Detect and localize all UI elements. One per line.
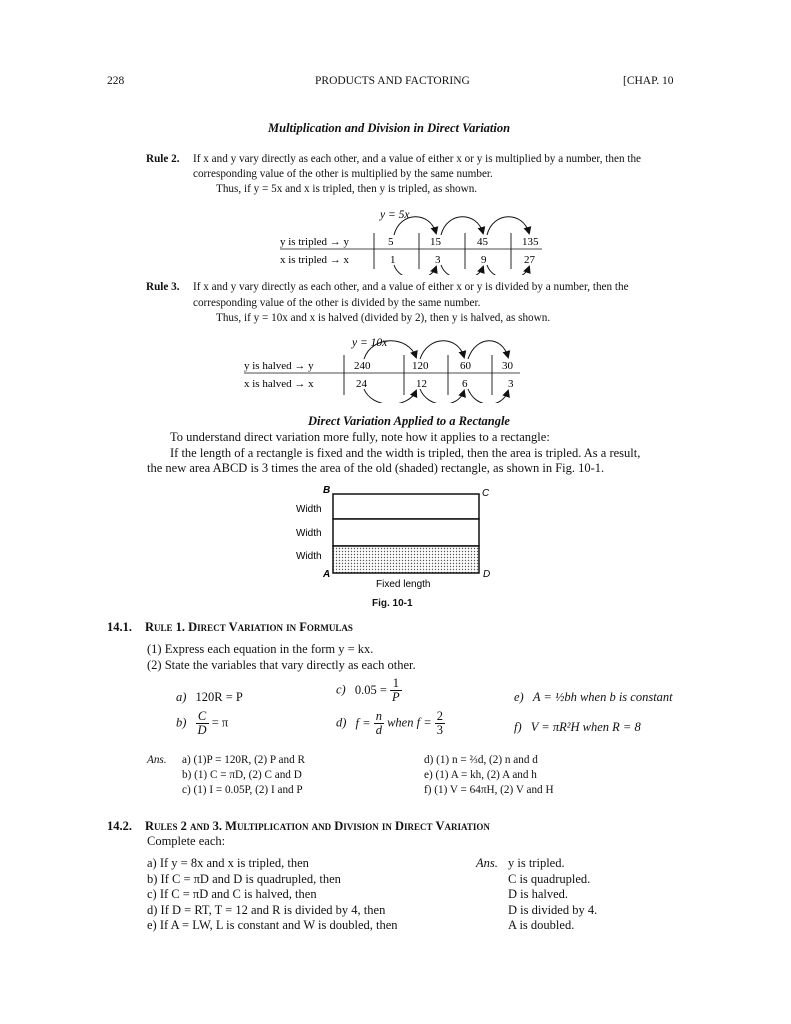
problem-instruction: Complete each:: [147, 834, 226, 848]
rect-paragraph-1: To understand direct variation more fully, note how it applies to a rectangle:: [170, 430, 550, 444]
item-d: [336, 710, 445, 736]
item-expr: = π: [211, 715, 229, 730]
rule3-arc-bottom: [420, 389, 464, 403]
item-label: b): [176, 715, 187, 730]
item-label: e): [514, 690, 524, 704]
width-label: Width: [296, 504, 322, 515]
rect-paragraph-2a: If the length of a rectangle is fixed and the width is tripled, then the area is tripled. As a result,: [170, 446, 641, 460]
rule3-y-value: 60: [460, 360, 471, 372]
problem-instruction-1: (1) Express each equation in the form y = kx.: [147, 642, 374, 656]
rule2-line2: corresponding value of the other is multiplied by the same number.: [193, 168, 493, 180]
answer-b: C is quadrupled.: [508, 872, 591, 886]
rule2-arc-top: [487, 217, 529, 235]
rule2-arc-bottom: [487, 265, 529, 275]
item-b: [176, 710, 228, 736]
fraction-denominator: P: [392, 689, 400, 704]
rule2-y-value: 5: [388, 236, 394, 248]
question-b: b) If C = πD and D is quadrupled, then: [147, 872, 341, 886]
rule2-y-value: 15: [430, 236, 441, 248]
rule2-y-value: 45: [477, 236, 488, 248]
rule3-equation: y = 10x: [352, 337, 388, 349]
answer-c: c) (1) I = 0.05P, (2) I and P: [182, 784, 303, 796]
item-expr: V = πR²H when R = 8: [530, 720, 641, 734]
item-expr: f =: [355, 715, 371, 730]
corner-a: A: [323, 569, 331, 580]
rule3-label: Rule 3.: [146, 281, 180, 293]
page-number: 228: [107, 75, 125, 87]
item-label: a): [176, 690, 187, 704]
item-c: [336, 677, 402, 703]
answer-d: d) (1) n = ⅔d, (2) n and d: [424, 754, 538, 766]
rule3-x-value: 3: [508, 378, 514, 390]
rule2-x-value: 27: [524, 254, 535, 266]
answer-f: f) (1) V = 64πH, (2) V and H: [424, 784, 554, 796]
rule2-arc-bottom: [441, 265, 483, 275]
question-c: c) If C = πD and C is halved, then: [147, 887, 317, 901]
rule3-arc-top: [420, 341, 464, 359]
running-title: PRODUCTS AND FACTORING: [315, 75, 470, 87]
problem-instruction-2: (2) State the variables that vary directly as each other.: [147, 658, 416, 672]
answer-a: a) (1)P = 120R, (2) P and R: [182, 754, 305, 766]
rule3-x-value: 24: [356, 378, 367, 390]
answer-label: Ans.: [147, 754, 167, 766]
rule3-y-label: y is halved → y: [244, 360, 314, 372]
length-label: Fixed length: [376, 579, 431, 590]
rule3-arc-bottom: [364, 389, 416, 403]
item-a: [176, 690, 243, 705]
rule3-line2: corresponding value of the other is divided by the same number.: [193, 297, 481, 309]
rule2-equation: y = 5x: [380, 209, 410, 221]
fraction-denominator: 3: [436, 722, 444, 737]
section-title-mult: Multiplication and Division in Direct Variation: [268, 121, 511, 135]
rule2-label: Rule 2.: [146, 153, 180, 165]
item-label: c): [336, 682, 346, 697]
rule3-x-value: 6: [462, 378, 468, 390]
answer-c: D is halved.: [508, 887, 569, 901]
rule2-line1: If x and y vary directly as each other, and a value of either x or y is multiplied by a number, then the: [193, 153, 642, 165]
rect-band-top: [333, 494, 479, 519]
rule2-arc-top: [441, 217, 483, 235]
corner-d: D: [483, 569, 491, 580]
rule2-x-value: 9: [481, 254, 487, 266]
figure-caption: Fig. 10-1: [372, 598, 413, 609]
item-label: d): [336, 715, 347, 730]
rule2-x-value: 3: [435, 254, 441, 266]
rule3-y-value: 240: [354, 360, 371, 372]
rule3-arc-top: [468, 341, 508, 359]
corner-b: B: [323, 485, 331, 496]
item-e: [514, 690, 673, 705]
section-title-rect: Direct Variation Applied to a Rectangle: [308, 414, 510, 428]
item-expr: when f =: [387, 715, 432, 730]
fraction-numerator: n: [375, 709, 382, 723]
width-label: Width: [296, 551, 322, 562]
rule2-y-value: 135: [522, 236, 539, 248]
rule2-line3: Thus, if y = 5x and x is tripled, then y is tripled, as shown.: [216, 183, 478, 195]
problem-heading: Rules 2 and 3. Multiplication and Division in Direct Variation: [145, 819, 490, 833]
chapter-label: [CHAP. 10: [623, 75, 674, 87]
answer-d: D is divided by 4.: [508, 903, 598, 917]
fraction-numerator: 1: [390, 677, 402, 691]
question-d: d) If D = RT, T = 12 and R is divided by 4, then: [147, 903, 386, 917]
rule2-y-label: y is tripled → y: [280, 236, 350, 248]
rect-band-shaded: [333, 546, 479, 573]
answer-label: Ans.: [476, 856, 498, 870]
figure-10-1: [290, 484, 500, 596]
item-expr: A = ½bh when b is constant: [532, 690, 673, 704]
problem-heading: Rule 1. Direct Variation in Formulas: [145, 620, 353, 634]
problem-number: 14.2.: [107, 819, 132, 833]
item-f: [514, 720, 641, 735]
question-a: a) If y = 8x and x is tripled, then: [147, 856, 309, 870]
rule3-diagram: [240, 333, 530, 403]
rule3-x-label: x is halved → x: [244, 378, 314, 390]
problem-number: 14.1.: [107, 620, 132, 634]
corner-c: C: [482, 488, 490, 499]
rect-band-middle: [333, 519, 479, 546]
rule3-line3: Thus, if y = 10x and x is halved (divided by 2), then y is halved, as shown.: [216, 312, 551, 324]
rule3-y-value: 30: [502, 360, 513, 372]
item-expr: 0.05 =: [354, 682, 387, 697]
rule3-line1: If x and y vary directly as each other, and a value of either x or y is divided by a number, then the: [193, 281, 629, 293]
item-expr: 120R = P: [195, 690, 243, 704]
fraction-numerator: 2: [436, 709, 444, 723]
answer-b: b) (1) C = πD, (2) C and D: [182, 769, 302, 781]
rule2-x-value: 1: [390, 254, 396, 266]
fraction-numerator: C: [196, 710, 209, 724]
rule2-diagram: [270, 205, 560, 275]
rule3-y-value: 120: [412, 360, 429, 372]
answer-e: A is doubled.: [508, 918, 575, 932]
rect-paragraph-2b: the new area ABCD is 3 times the area of the old (shaded) rectangle, as shown in Fig. 10-1.: [147, 461, 605, 475]
rule2-arc-bottom: [394, 265, 436, 275]
rule2-x-label: x is tripled → x: [280, 254, 350, 266]
fraction-denominator: d: [375, 722, 382, 737]
rule3-arc-bottom: [468, 389, 508, 403]
rule3-x-value: 12: [416, 378, 427, 390]
answer-a: y is tripled.: [508, 856, 565, 870]
item-label: f): [514, 720, 522, 734]
fraction-denominator: D: [197, 722, 207, 737]
question-e: e) If A = LW, L is constant and W is doubled, then: [147, 918, 398, 932]
answer-e: e) (1) A = kh, (2) A and h: [424, 769, 537, 781]
width-label: Width: [296, 528, 322, 539]
